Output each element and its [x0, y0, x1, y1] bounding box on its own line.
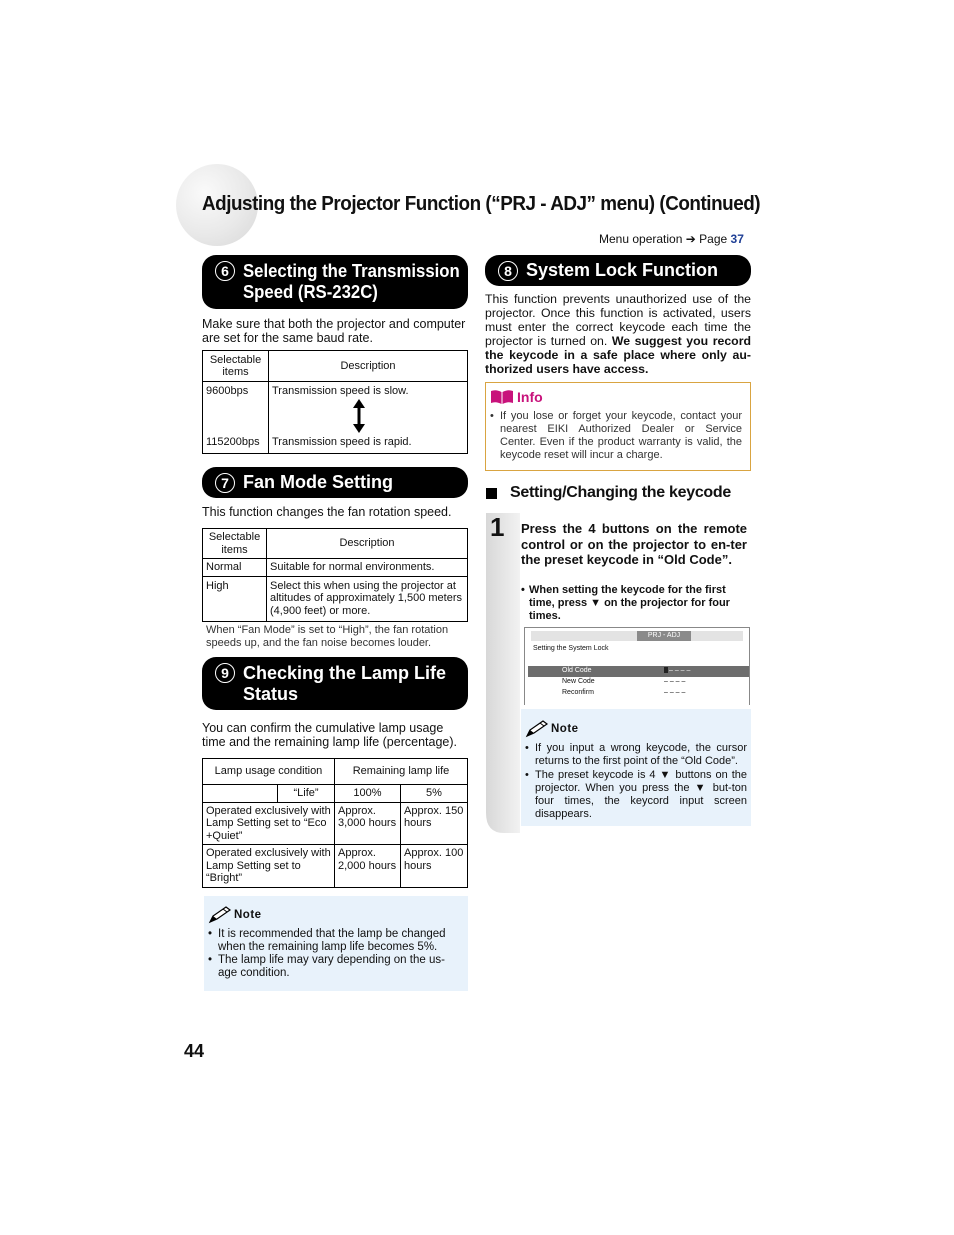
- osd-row-label: New Code: [562, 678, 595, 685]
- step-bar: [486, 513, 520, 833]
- section-8-header: 8 System Lock Function: [485, 255, 751, 286]
- table-row: High Select this when using the projector at altitudes of approximately 1,500 meters (4,900 feet) or more.: [203, 576, 468, 621]
- table-cell: Transmission speed is rapid.: [272, 435, 412, 448]
- list-item: • The lamp life may vary depending on the us-age condition.: [208, 954, 460, 980]
- note-box-lamp: [204, 896, 468, 991]
- page-title: Adjusting the Projector Function (“PRJ - ADJ” menu) (Continued): [202, 192, 761, 215]
- table-row: Operated exclusively with Lamp Setting set to “Eco +Quiet” Approx. 3,000 hours Approx. 150 hours: [203, 802, 468, 845]
- list-item: • The preset keycode is 4 ▼ buttons on the projector. When you press the ▼ but-ton four times, the keycord input screen disappears.: [525, 769, 747, 822]
- table-cell: Transmission speed is slow.: [272, 385, 409, 397]
- table-cell: 115200bps: [206, 435, 260, 448]
- note-label: Note: [551, 723, 579, 735]
- fan-mode-footnote: When “Fan Mode” is set to “High”, the fan rotation speeds up, and the fan noise becomes louder.: [206, 624, 449, 649]
- osd-heading: Setting the System Lock: [533, 645, 609, 652]
- osd-row-value: – – – –: [664, 689, 686, 696]
- double-arrow-icon: [352, 399, 366, 433]
- section-6-header: 6 Selecting the Transmission Speed (RS-232C): [202, 255, 468, 309]
- osd-screen: [524, 627, 750, 705]
- cursor-icon: [664, 667, 668, 673]
- section-7-header: 7 Fan Mode Setting: [202, 467, 468, 498]
- page-link[interactable]: 37: [730, 232, 744, 246]
- list-item: • If you lose or forget your keycode, contact your nearest EIKI Authorized Dealer or Service Center. Even if the product warranty is valid, the keycode reset will incur a charge.: [490, 410, 742, 462]
- osd-row-label: Reconfirm: [562, 689, 594, 696]
- section-7-intro: This function changes the fan rotation speed.: [202, 505, 452, 519]
- section-9-header: 9 Checking the Lamp Life Status: [202, 657, 468, 710]
- page-number: 44: [184, 1041, 205, 1061]
- section-number-6: 6: [215, 261, 235, 281]
- list-item: • It is recommended that the lamp be changed when the remaining lamp life becomes 5%.: [208, 928, 460, 954]
- osd-row-value: – – – –: [664, 667, 690, 674]
- note-label: Note: [234, 909, 262, 921]
- section-9-intro: You can confirm the cumulative lamp usage time and the remaining lamp life (percentage).: [202, 721, 457, 749]
- osd-row-label: Old Code: [562, 667, 592, 674]
- step-number: 1: [490, 512, 505, 542]
- fan-mode-table: Selectable items Description Normal Suitable for normal environments. High Select this when using the projector at altitudes of approximately 1,500 meters (4,900 feet) or more.: [202, 528, 468, 622]
- section-8-intro: This function prevents unauthorized use of the projector. Once this function is activated, users must enter the correct keycode each time the projector is turned on. We suggest you record the keycode in a safe place where only au-thorized users have access.: [485, 292, 751, 376]
- note-box-keycode: [521, 709, 751, 826]
- step-1-instruction: Press the 4 buttons on the remote control or on the projector to en-ter the preset keycode in “Old Code”.: [521, 521, 747, 567]
- osd-menu-tag: PRJ - ADJ: [637, 631, 691, 641]
- baud-rate-table: Selectable items Description 9600bps 115200bps Transmission speed is slow. Transmission speed is rapid.: [202, 350, 468, 454]
- step-1-bullet: • When setting the keycode for the first time, press ▼ on the projector for four times.: [521, 584, 730, 622]
- pencil-icon: [208, 906, 234, 924]
- osd-row-value: – – – –: [664, 678, 686, 685]
- table-row: Normal Suitable for normal environments.: [203, 559, 468, 577]
- section-number-9: 9: [215, 663, 235, 683]
- table-row: Operated exclusively with Lamp Setting set to “Bright” Approx. 2,000 hours Approx. 100 hours: [203, 845, 468, 888]
- section-number-7: 7: [215, 473, 235, 493]
- menu-operation-ref: Menu operation ➔ Page 37: [599, 232, 744, 246]
- pencil-icon: [525, 720, 551, 738]
- section-6-intro: Make sure that both the projector and computer are set for the same baud rate.: [202, 317, 466, 345]
- lamp-life-table: Lamp usage condition Remaining lamp life “Life” 100% 5% Operated exclusively with Lamp Setting set to “Eco +Quiet” Approx. 3,000 hours Approx. 150 hours Operated exclusively with Lamp Setting set to “Bright” Approx. 2,000 hours Approx. 100 hours: [202, 758, 468, 888]
- book-icon: [490, 389, 514, 405]
- keycode-subheading: Setting/Changing the keycode: [486, 484, 731, 502]
- info-label: Info: [517, 389, 543, 405]
- info-box: [485, 382, 751, 471]
- table-cell: 9600bps: [206, 385, 249, 397]
- section-number-8: 8: [498, 261, 518, 281]
- square-bullet-icon: [486, 488, 497, 499]
- list-item: • If you input a wrong keycode, the cursor returns to the first point of the “Old Code”.: [525, 742, 747, 769]
- arrow-right-icon: ➔: [685, 232, 696, 246]
